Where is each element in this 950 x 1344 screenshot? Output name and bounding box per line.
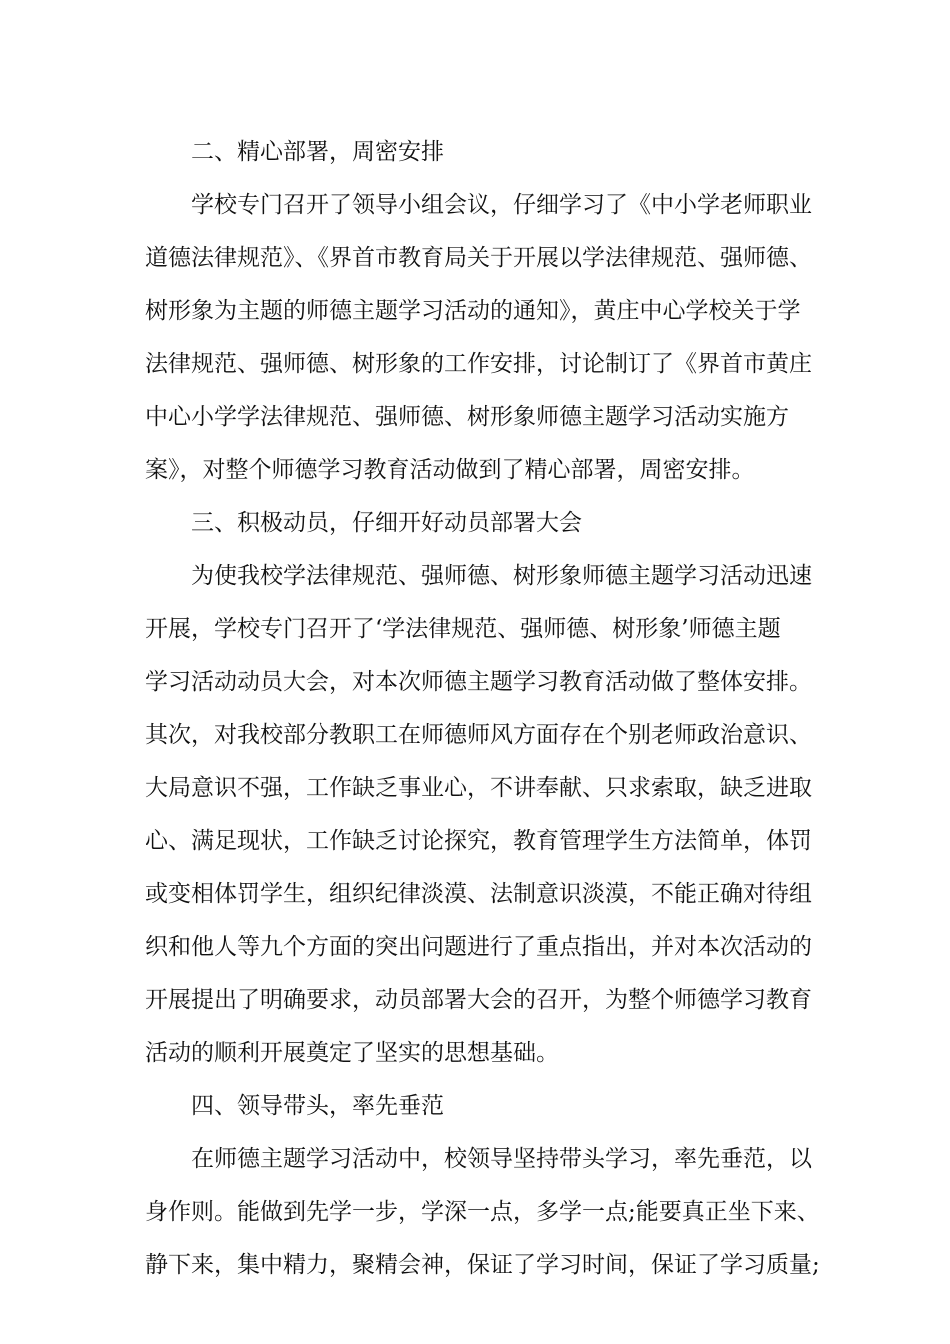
- paragraph-line: 其次，对我校部分教职工在师德师风方面存在个别老师政治意识、: [145, 722, 812, 748]
- paragraph-line: 案》，对整个师德学习教育活动做到了精心部署，周密安排。: [145, 457, 755, 483]
- paragraph-line: 中心小学学法律规范、强师德、树形象师德主题学习活动实施方: [145, 404, 789, 430]
- paragraph-line: 开展，学校专门召开了‘学法律规范、强师德、树形象’师德主题: [145, 616, 781, 642]
- paragraph-line: 身作则。能做到先学一步，学深一点，多学一点;能要真正坐下来、: [145, 1199, 820, 1225]
- paragraph-line: 学习活动动员大会，对本次师德主题学习教育活动做了整体安排。: [145, 669, 812, 695]
- paragraph-line: 开展提出了明确要求，动员部署大会的召开，为整个师德学习教育: [145, 987, 812, 1013]
- paragraph-line: 道德法律规范》、《界首市教育局关于开展以学法律规范、强师德、: [145, 245, 812, 271]
- paragraph-line: 在师德主题学习活动中，校领导坚持带头学习，率先垂范，以: [191, 1146, 812, 1172]
- paragraph-line: 法律规范、强师德、树形象的工作安排，讨论制订了《界首市黄庄: [145, 351, 812, 377]
- paragraph-line: 树形象为主题的师德主题学习活动的通知》，黄庄中心学校关于学: [145, 298, 801, 324]
- document-body: [145, 126, 825, 1292]
- section-heading: 四、领导带头，率先垂范: [191, 1093, 444, 1119]
- section-heading: 二、精心部署，周密安排: [191, 139, 444, 165]
- paragraph-line: 织和他人等九个方面的突出问题进行了重点指出，并对本次活动的: [145, 934, 812, 960]
- section-heading: 三、积极动员，仔细开好动员部署大会: [191, 510, 582, 536]
- paragraph-line: 大局意识不强，工作缺乏事业心，不讲奉献、只求索取，缺乏进取: [145, 775, 812, 801]
- paragraph-line: 活动的顺利开展奠定了坚实的思想基础。: [145, 1040, 559, 1066]
- paragraph-line: 心、满足现状，工作缺乏讨论探究，教育管理学生方法简单，体罚: [145, 828, 812, 854]
- paragraph-line: 或变相体罚学生，组织纪律淡漠、法制意识淡漠，不能正确对待组: [145, 881, 812, 907]
- paragraph-line: 静下来，集中精力，聚精会神，保证了学习时间，保证了学习质量;: [145, 1252, 820, 1278]
- paragraph-line: 学校专门召开了领导小组会议，仔细学习了《中小学老师职业: [191, 192, 812, 218]
- paragraph-line: 为使我校学法律规范、强师德、树形象师德主题学习活动迅速: [191, 563, 812, 589]
